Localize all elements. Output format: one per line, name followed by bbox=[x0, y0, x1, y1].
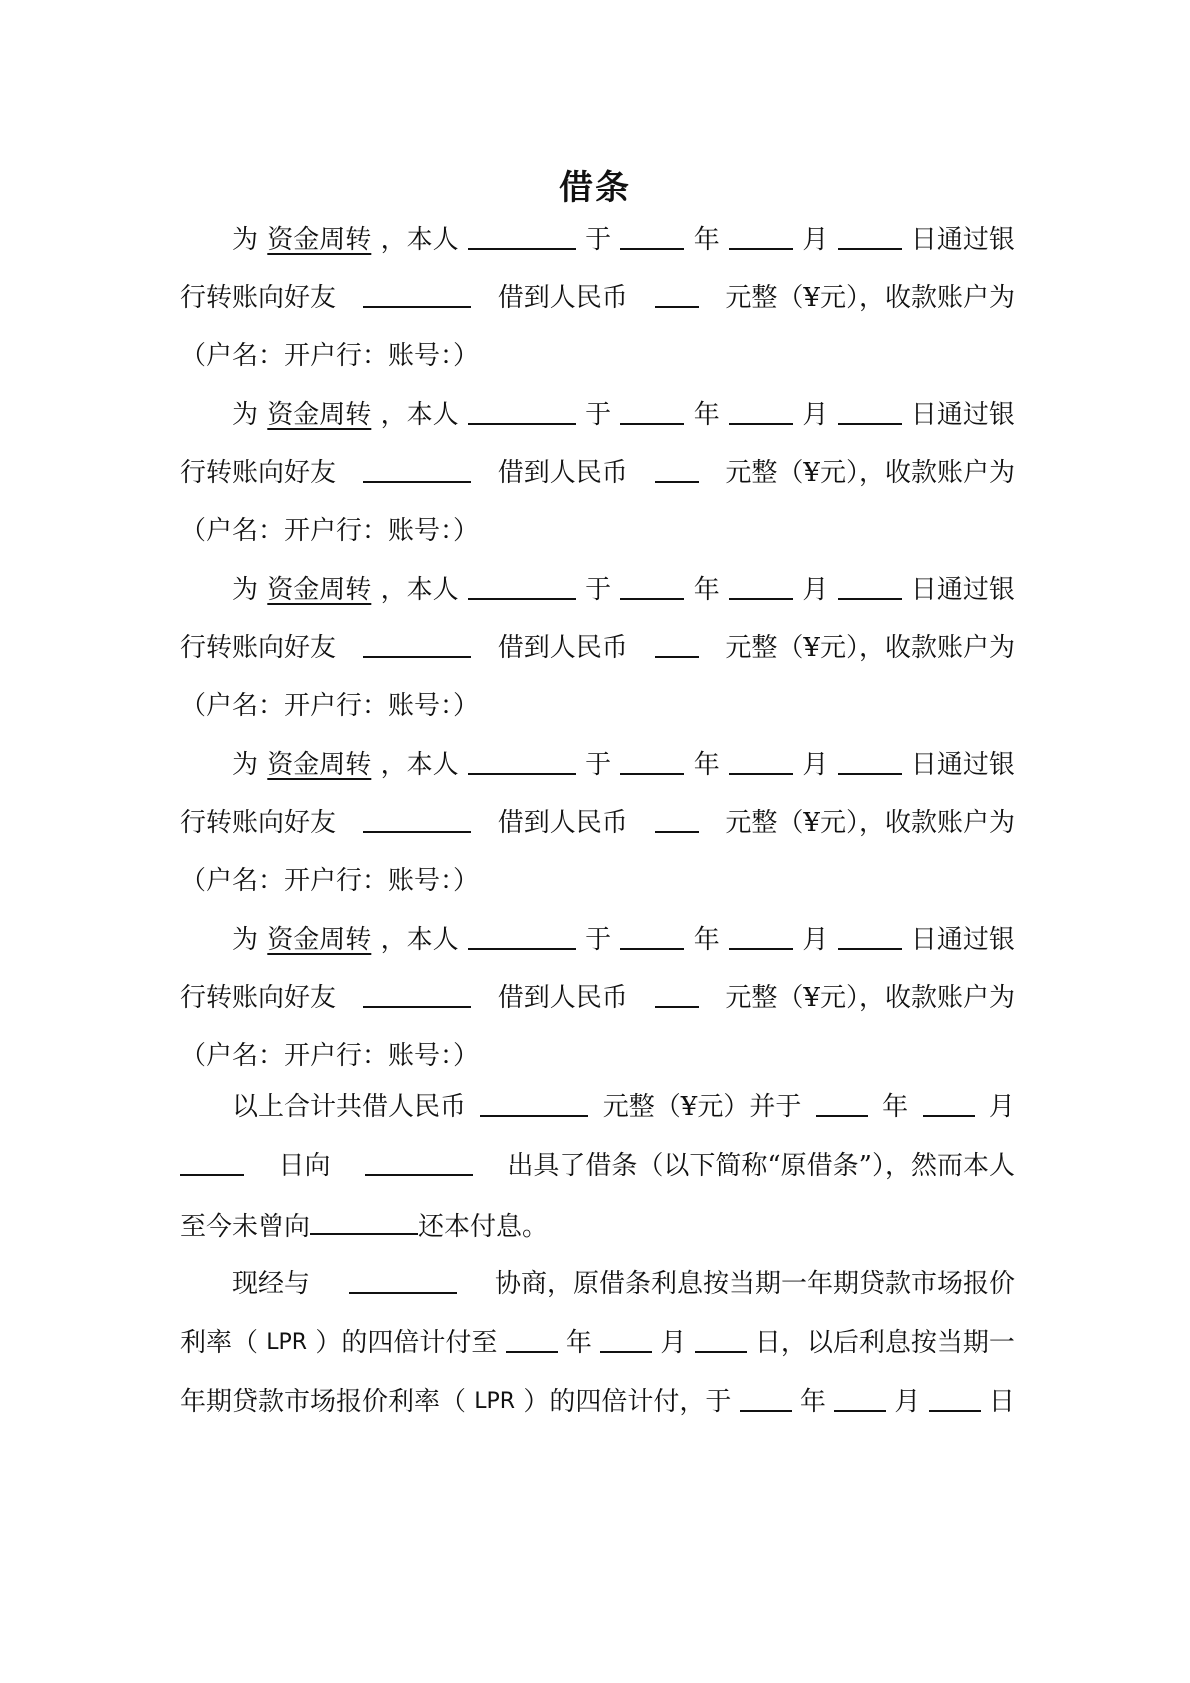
text: 行转账向好友 bbox=[180, 633, 337, 663]
text: 于 bbox=[585, 575, 612, 605]
lender-blank[interactable] bbox=[349, 1266, 457, 1294]
day-blank[interactable] bbox=[838, 747, 902, 775]
loan-entry-line-1 bbox=[232, 922, 1015, 958]
amount-blank[interactable] bbox=[655, 805, 699, 833]
text: 年 bbox=[882, 1092, 909, 1122]
text: ，本人 bbox=[380, 925, 459, 955]
text: 元整（¥元），收款账户为 bbox=[725, 283, 1015, 313]
text: 元整（¥元），收款账户为 bbox=[725, 633, 1015, 663]
month-blank[interactable] bbox=[600, 1325, 652, 1353]
year-blank[interactable] bbox=[620, 397, 684, 425]
text: 借到人民币 bbox=[497, 458, 628, 488]
borrower-name-blank[interactable] bbox=[468, 922, 576, 950]
day-blank[interactable] bbox=[838, 922, 902, 950]
text: 日通过银 bbox=[910, 750, 1015, 780]
loan-purpose[interactable]: 资金周转 bbox=[267, 750, 372, 780]
month-blank[interactable] bbox=[729, 922, 793, 950]
text: 日通过银 bbox=[910, 225, 1015, 255]
account-info: （户名：开户行：账号：） bbox=[180, 866, 480, 896]
loan-purpose[interactable]: 资金周转 bbox=[267, 925, 372, 955]
loan-purpose[interactable]: 资金周转 bbox=[267, 575, 372, 605]
day-blank[interactable] bbox=[695, 1325, 747, 1353]
text: 年 bbox=[693, 575, 720, 605]
year-blank[interactable] bbox=[506, 1325, 558, 1353]
account-info: （户名：开户行：账号：） bbox=[180, 516, 480, 546]
lender-name-blank[interactable] bbox=[363, 280, 471, 308]
lender-name-blank[interactable] bbox=[363, 980, 471, 1008]
loan-entry-line-3 bbox=[180, 338, 1015, 374]
text: 于 bbox=[585, 925, 612, 955]
text: 元整（¥元），收款账户为 bbox=[725, 983, 1015, 1013]
text: 为 bbox=[232, 575, 259, 605]
lender-name-blank[interactable] bbox=[363, 805, 471, 833]
text: ，本人 bbox=[380, 400, 459, 430]
negotiation-line-1 bbox=[232, 1266, 1015, 1302]
text: 月 bbox=[802, 925, 829, 955]
borrower-name-blank[interactable] bbox=[468, 222, 576, 250]
text: 月 bbox=[802, 225, 829, 255]
text: ，本人 bbox=[380, 575, 459, 605]
day-blank[interactable] bbox=[929, 1384, 981, 1412]
text: 年 bbox=[799, 1387, 826, 1417]
amount-blank[interactable] bbox=[655, 980, 699, 1008]
text: 日 bbox=[988, 1387, 1015, 1417]
lender-name-blank[interactable] bbox=[363, 630, 471, 658]
account-info: （户名：开户行：账号：） bbox=[180, 691, 480, 721]
loan-entry-line-3 bbox=[180, 863, 1015, 899]
text: 元整（¥元），收款账户为 bbox=[725, 808, 1015, 838]
loan-purpose[interactable]: 资金周转 bbox=[267, 400, 372, 430]
year-blank[interactable] bbox=[620, 922, 684, 950]
account-info: （户名：开户行：账号：） bbox=[180, 1041, 480, 1071]
text: 为 bbox=[232, 750, 259, 780]
negotiation-line-3 bbox=[180, 1384, 1015, 1420]
total-amount-blank[interactable] bbox=[480, 1089, 588, 1117]
text: 元整（¥元）并于 bbox=[602, 1092, 802, 1122]
text: 于 bbox=[585, 400, 612, 430]
text: 利率（ bbox=[180, 1328, 259, 1358]
text: 借到人民币 bbox=[497, 808, 628, 838]
text: 月 bbox=[802, 400, 829, 430]
text: 出具了借条（以下简称“原借条”），然而本人 bbox=[507, 1151, 1015, 1181]
loan-entry-line-2 bbox=[180, 455, 1015, 491]
text: ，本人 bbox=[380, 750, 459, 780]
summary-line-1 bbox=[232, 1089, 1015, 1125]
text: 月 bbox=[660, 1328, 687, 1358]
day-blank[interactable] bbox=[838, 222, 902, 250]
year-blank[interactable] bbox=[620, 222, 684, 250]
day-blank[interactable] bbox=[838, 572, 902, 600]
borrower-name-blank[interactable] bbox=[468, 572, 576, 600]
lpr-label: LPR bbox=[266, 1330, 308, 1355]
text: 为 bbox=[232, 925, 259, 955]
text: 月 bbox=[802, 575, 829, 605]
lpr-label: LPR bbox=[474, 1389, 516, 1414]
loan-entry-line-3 bbox=[180, 688, 1015, 724]
month-blank[interactable] bbox=[923, 1089, 975, 1117]
text: 日通过银 bbox=[910, 575, 1015, 605]
text: 元整（¥元），收款账户为 bbox=[725, 458, 1015, 488]
text: 年 bbox=[693, 925, 720, 955]
text: 日，以后利息按当期一 bbox=[754, 1328, 1015, 1358]
loan-purpose[interactable]: 资金周转 bbox=[267, 225, 372, 255]
borrower-name-blank[interactable] bbox=[468, 747, 576, 775]
loan-entry-line-2 bbox=[180, 630, 1015, 666]
text: ，本人 bbox=[380, 225, 459, 255]
loan-entry-line-3 bbox=[180, 513, 1015, 549]
year-blank[interactable] bbox=[740, 1384, 792, 1412]
amount-blank[interactable] bbox=[655, 280, 699, 308]
text: 日通过银 bbox=[910, 400, 1015, 430]
summary-line-3 bbox=[180, 1207, 1015, 1245]
loan-entry-line-2 bbox=[180, 280, 1015, 316]
loan-entry-line-1 bbox=[232, 222, 1015, 258]
month-blank[interactable] bbox=[729, 572, 793, 600]
text: 月 bbox=[894, 1387, 921, 1417]
document-title: 借条 bbox=[559, 168, 631, 208]
account-info: （户名：开户行：账号：） bbox=[180, 341, 480, 371]
text: 借到人民币 bbox=[497, 633, 628, 663]
month-blank[interactable] bbox=[729, 397, 793, 425]
text: 年期贷款市场报价利率（ bbox=[180, 1387, 467, 1417]
text: ）的四倍计付，于 bbox=[523, 1387, 732, 1417]
loan-entry-line-2 bbox=[180, 805, 1015, 841]
year-blank[interactable] bbox=[816, 1089, 868, 1117]
text: 现经与 bbox=[232, 1269, 311, 1299]
text: 借到人民币 bbox=[497, 283, 628, 313]
loan-entry-line-2 bbox=[180, 980, 1015, 1016]
day-blank[interactable] bbox=[838, 397, 902, 425]
loan-entry-line-1 bbox=[232, 397, 1015, 433]
text: 以上合计共借人民币 bbox=[232, 1092, 467, 1122]
month-blank[interactable] bbox=[834, 1384, 886, 1412]
text: 行转账向好友 bbox=[180, 808, 337, 838]
text: 月 bbox=[802, 750, 829, 780]
text: 行转账向好友 bbox=[180, 983, 337, 1013]
text: 年 bbox=[565, 1328, 592, 1358]
text: 年 bbox=[693, 400, 720, 430]
lender-name-blank[interactable] bbox=[363, 455, 471, 483]
text: 日向 bbox=[278, 1151, 331, 1181]
text: 协商，原借条利息按当期一年期贷款市场报价 bbox=[494, 1269, 1015, 1299]
text: ）的四倍计付至 bbox=[315, 1328, 498, 1358]
loan-entry-line-1 bbox=[232, 747, 1015, 783]
year-blank[interactable] bbox=[620, 747, 684, 775]
text: 借到人民币 bbox=[497, 983, 628, 1013]
text: 行转账向好友 bbox=[180, 458, 337, 488]
text: 于 bbox=[585, 225, 612, 255]
text: 年 bbox=[693, 750, 720, 780]
month-blank[interactable] bbox=[729, 747, 793, 775]
negotiation-line-2 bbox=[180, 1325, 1015, 1361]
text: 还本付息。 bbox=[418, 1212, 549, 1242]
text: 为 bbox=[232, 400, 259, 430]
amount-blank[interactable] bbox=[655, 455, 699, 483]
day-blank[interactable] bbox=[180, 1148, 244, 1176]
loan-entry-line-1 bbox=[232, 572, 1015, 608]
month-blank[interactable] bbox=[729, 222, 793, 250]
amount-blank[interactable] bbox=[655, 630, 699, 658]
lender-blank[interactable] bbox=[365, 1148, 473, 1176]
summary-line-2 bbox=[180, 1148, 1015, 1184]
year-blank[interactable] bbox=[620, 572, 684, 600]
text: 于 bbox=[585, 750, 612, 780]
text: 年 bbox=[693, 225, 720, 255]
loan-entry-line-3 bbox=[180, 1038, 1015, 1074]
text: 行转账向好友 bbox=[180, 283, 337, 313]
text: 为 bbox=[232, 225, 259, 255]
lender-blank[interactable] bbox=[310, 1207, 418, 1235]
borrower-name-blank[interactable] bbox=[468, 397, 576, 425]
text: 日通过银 bbox=[910, 925, 1015, 955]
text: 至今未曾向 bbox=[180, 1212, 311, 1242]
text: 月 bbox=[988, 1092, 1015, 1122]
